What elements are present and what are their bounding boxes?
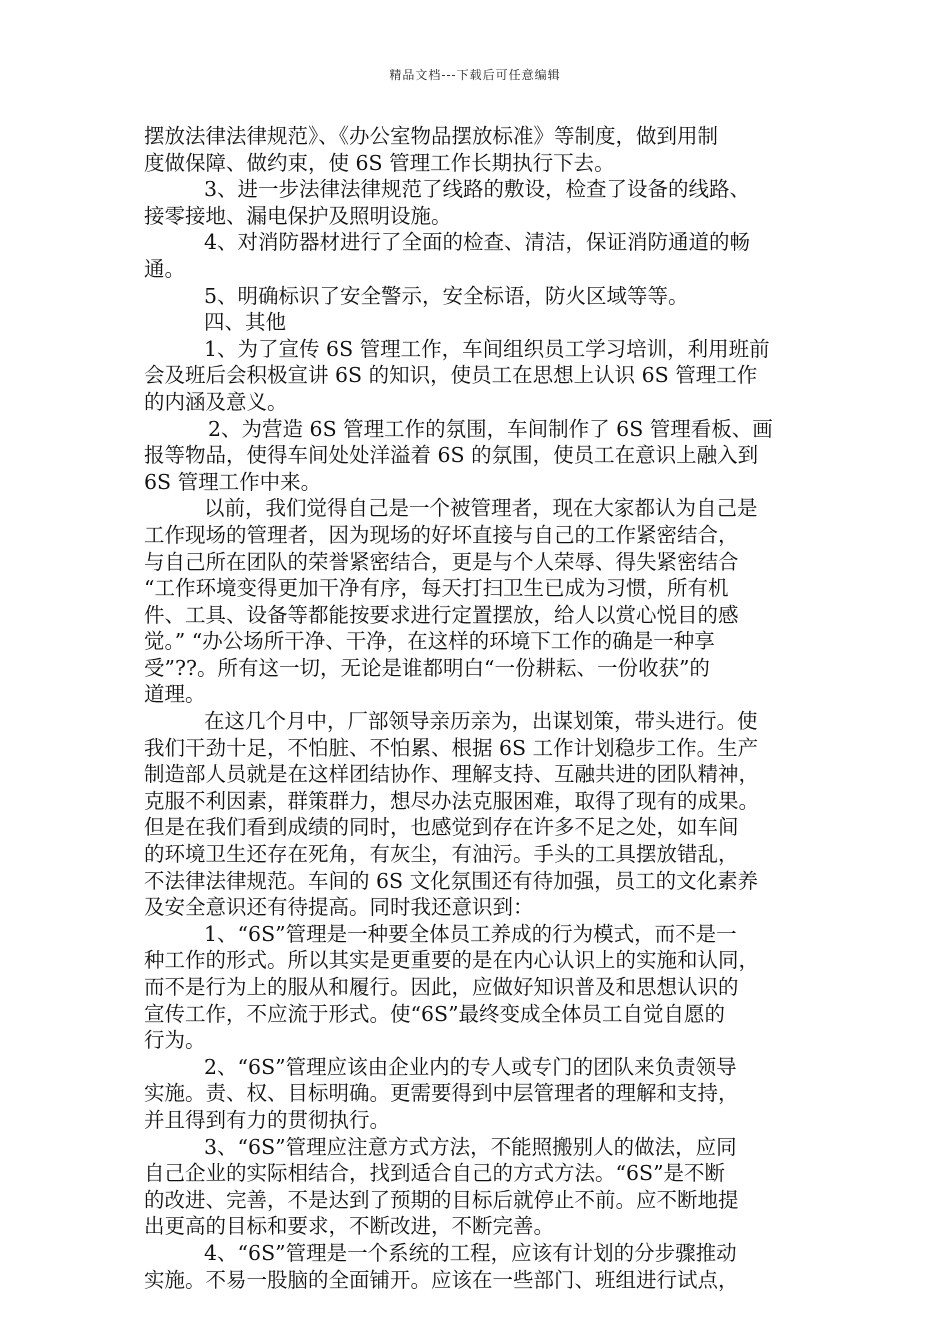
text-line: 报等物品，使得车间处处洋溢着 6S 的氛围，使员工在意识上融入到 [144, 443, 759, 468]
text-line: 与自己所在团队的荣誉紧密结合，更是与个人荣辱、得失紧密结合 [144, 549, 739, 574]
text-line: 6S 管理工作中来。 [144, 469, 322, 494]
text-line: 并且得到有力的贯彻执行。 [144, 1107, 390, 1132]
text-line: 实施。不易一股脑的全面铺开。应该在一些部门、班组进行试点， [144, 1267, 739, 1292]
text-line: 实施。责、权、目标明确。更需要得到中层管理者的理解和支持， [144, 1081, 739, 1106]
text-line: 度做保障、做约束，使 6S 管理工作长期执行下去。 [144, 150, 615, 175]
text-line: 工作现场的管理者，因为现场的好坏直接与自己的工作紧密结合， [144, 522, 739, 547]
text-line: 5、明确标识了安全警示，安全标语，防火区域等等。 [204, 283, 689, 308]
text-line: 1、为了宣传 6S 管理工作，车间组织员工学习培训，利用班前 [204, 336, 770, 361]
text-line: 及安全意识还有待提高。同时我还意识到： [144, 895, 534, 920]
text-line: 4、“6S”管理是一个系统的工程，应该有计划的分步骤推动 [204, 1240, 737, 1265]
text-line: 2、为营造 6S 管理工作的氛围，车间制作了 6S 管理看板、画 [208, 416, 773, 441]
text-line: 觉。” “办公场所干净、干净，在这样的环境下工作的确是一种享 [144, 629, 715, 654]
page-header: 精品文档---下载后可任意编辑 [389, 68, 561, 82]
text-line: 的环境卫生还存在死角，有灰尘，有油污。手头的工具摆放错乱， [144, 842, 739, 867]
text-line: 克服不利因素，群策群力，想尽办法克服困难，取得了现有的成果。 [144, 788, 759, 813]
text-line: 受”??。所有这一切，无论是谁都明白“一份耕耘、一份收获”的 [144, 655, 710, 680]
text-line: 2、“6S”管理应该由企业内的专人或专门的团队来负责领导 [204, 1054, 737, 1079]
text-line: 以前，我们觉得自己是一个被管理者，现在大家都认为自己是 [204, 496, 758, 521]
text-line: 会及班后会积极宣讲 6S 的知识，使员工在思想上认识 6S 管理工作 [144, 363, 758, 388]
text-line: 宣传工作，不应流于形式。使“6S”最终变成全体员工自觉自愿的 [144, 1001, 726, 1026]
text-line: 的内涵及意义。 [144, 389, 288, 414]
text-line: 制造部人员就是在这样团结协作、理解支持、互融共进的团队精神， [144, 762, 759, 787]
text-line: 4、对消防器材进行了全面的检查、清洁，保证消防通道的畅 [204, 230, 751, 255]
text-line: 3、进一步法律法律规范了线路的敷设，检查了设备的线路、 [204, 177, 751, 202]
text-line: 件、工具、设备等都能按要求进行定置摆放，给人以赏心悦目的感 [144, 602, 739, 627]
section-heading: 四、其他 [204, 310, 286, 335]
text-line: 出更高的目标和要求，不断改进，不断完善。 [144, 1214, 554, 1239]
text-line: 的改进、完善，不是达到了预期的目标后就停止不前。应不断地提 [144, 1187, 739, 1212]
document-body [144, 123, 808, 1293]
text-line: 但是在我们看到成绩的同时，也感觉到存在许多不足之处，如车间 [144, 815, 739, 840]
text-line: 通。 [144, 256, 185, 281]
text-line: 行为。 [144, 1028, 206, 1053]
text-line: 在这几个月中，厂部领导亲历亲为，出谋划策，带头进行。使 [204, 709, 758, 734]
text-line: 不法律法律规范。车间的 6S 文化氛围还有待加强，员工的文化素养 [144, 868, 759, 893]
text-line: 种工作的形式。所以其实是更重要的是在内心认识上的实施和认同， [144, 948, 759, 973]
text-line: 道理。 [144, 682, 206, 707]
text-line: 而不是行为上的服从和履行。因此，应做好知识普及和思想认识的 [144, 975, 739, 999]
text-line: 3、“6S”管理应注意方式方法，不能照搬别人的做法，应同 [204, 1134, 737, 1159]
text-line: 我们干劲十足，不怕脏、不怕累、根据 6S 工作计划稳步工作。生产 [144, 735, 759, 760]
text-line: 1、“6S”管理是一种要全体员工养成的行为模式，而不是一 [204, 921, 737, 946]
text-line: 自己企业的实际相结合，找到适合自己的方式方法。“6S”是不断 [144, 1161, 726, 1186]
text-line: 接零接地、漏电保护及照明设施。 [144, 203, 452, 228]
text-line: “工作环境变得更加干净有序，每天打扫卫生已成为习惯，所有机 [144, 576, 729, 601]
text-line: 摆放法律法律规范》、《办公室物品摆放标准》等制度，做到用制 [144, 124, 718, 148]
